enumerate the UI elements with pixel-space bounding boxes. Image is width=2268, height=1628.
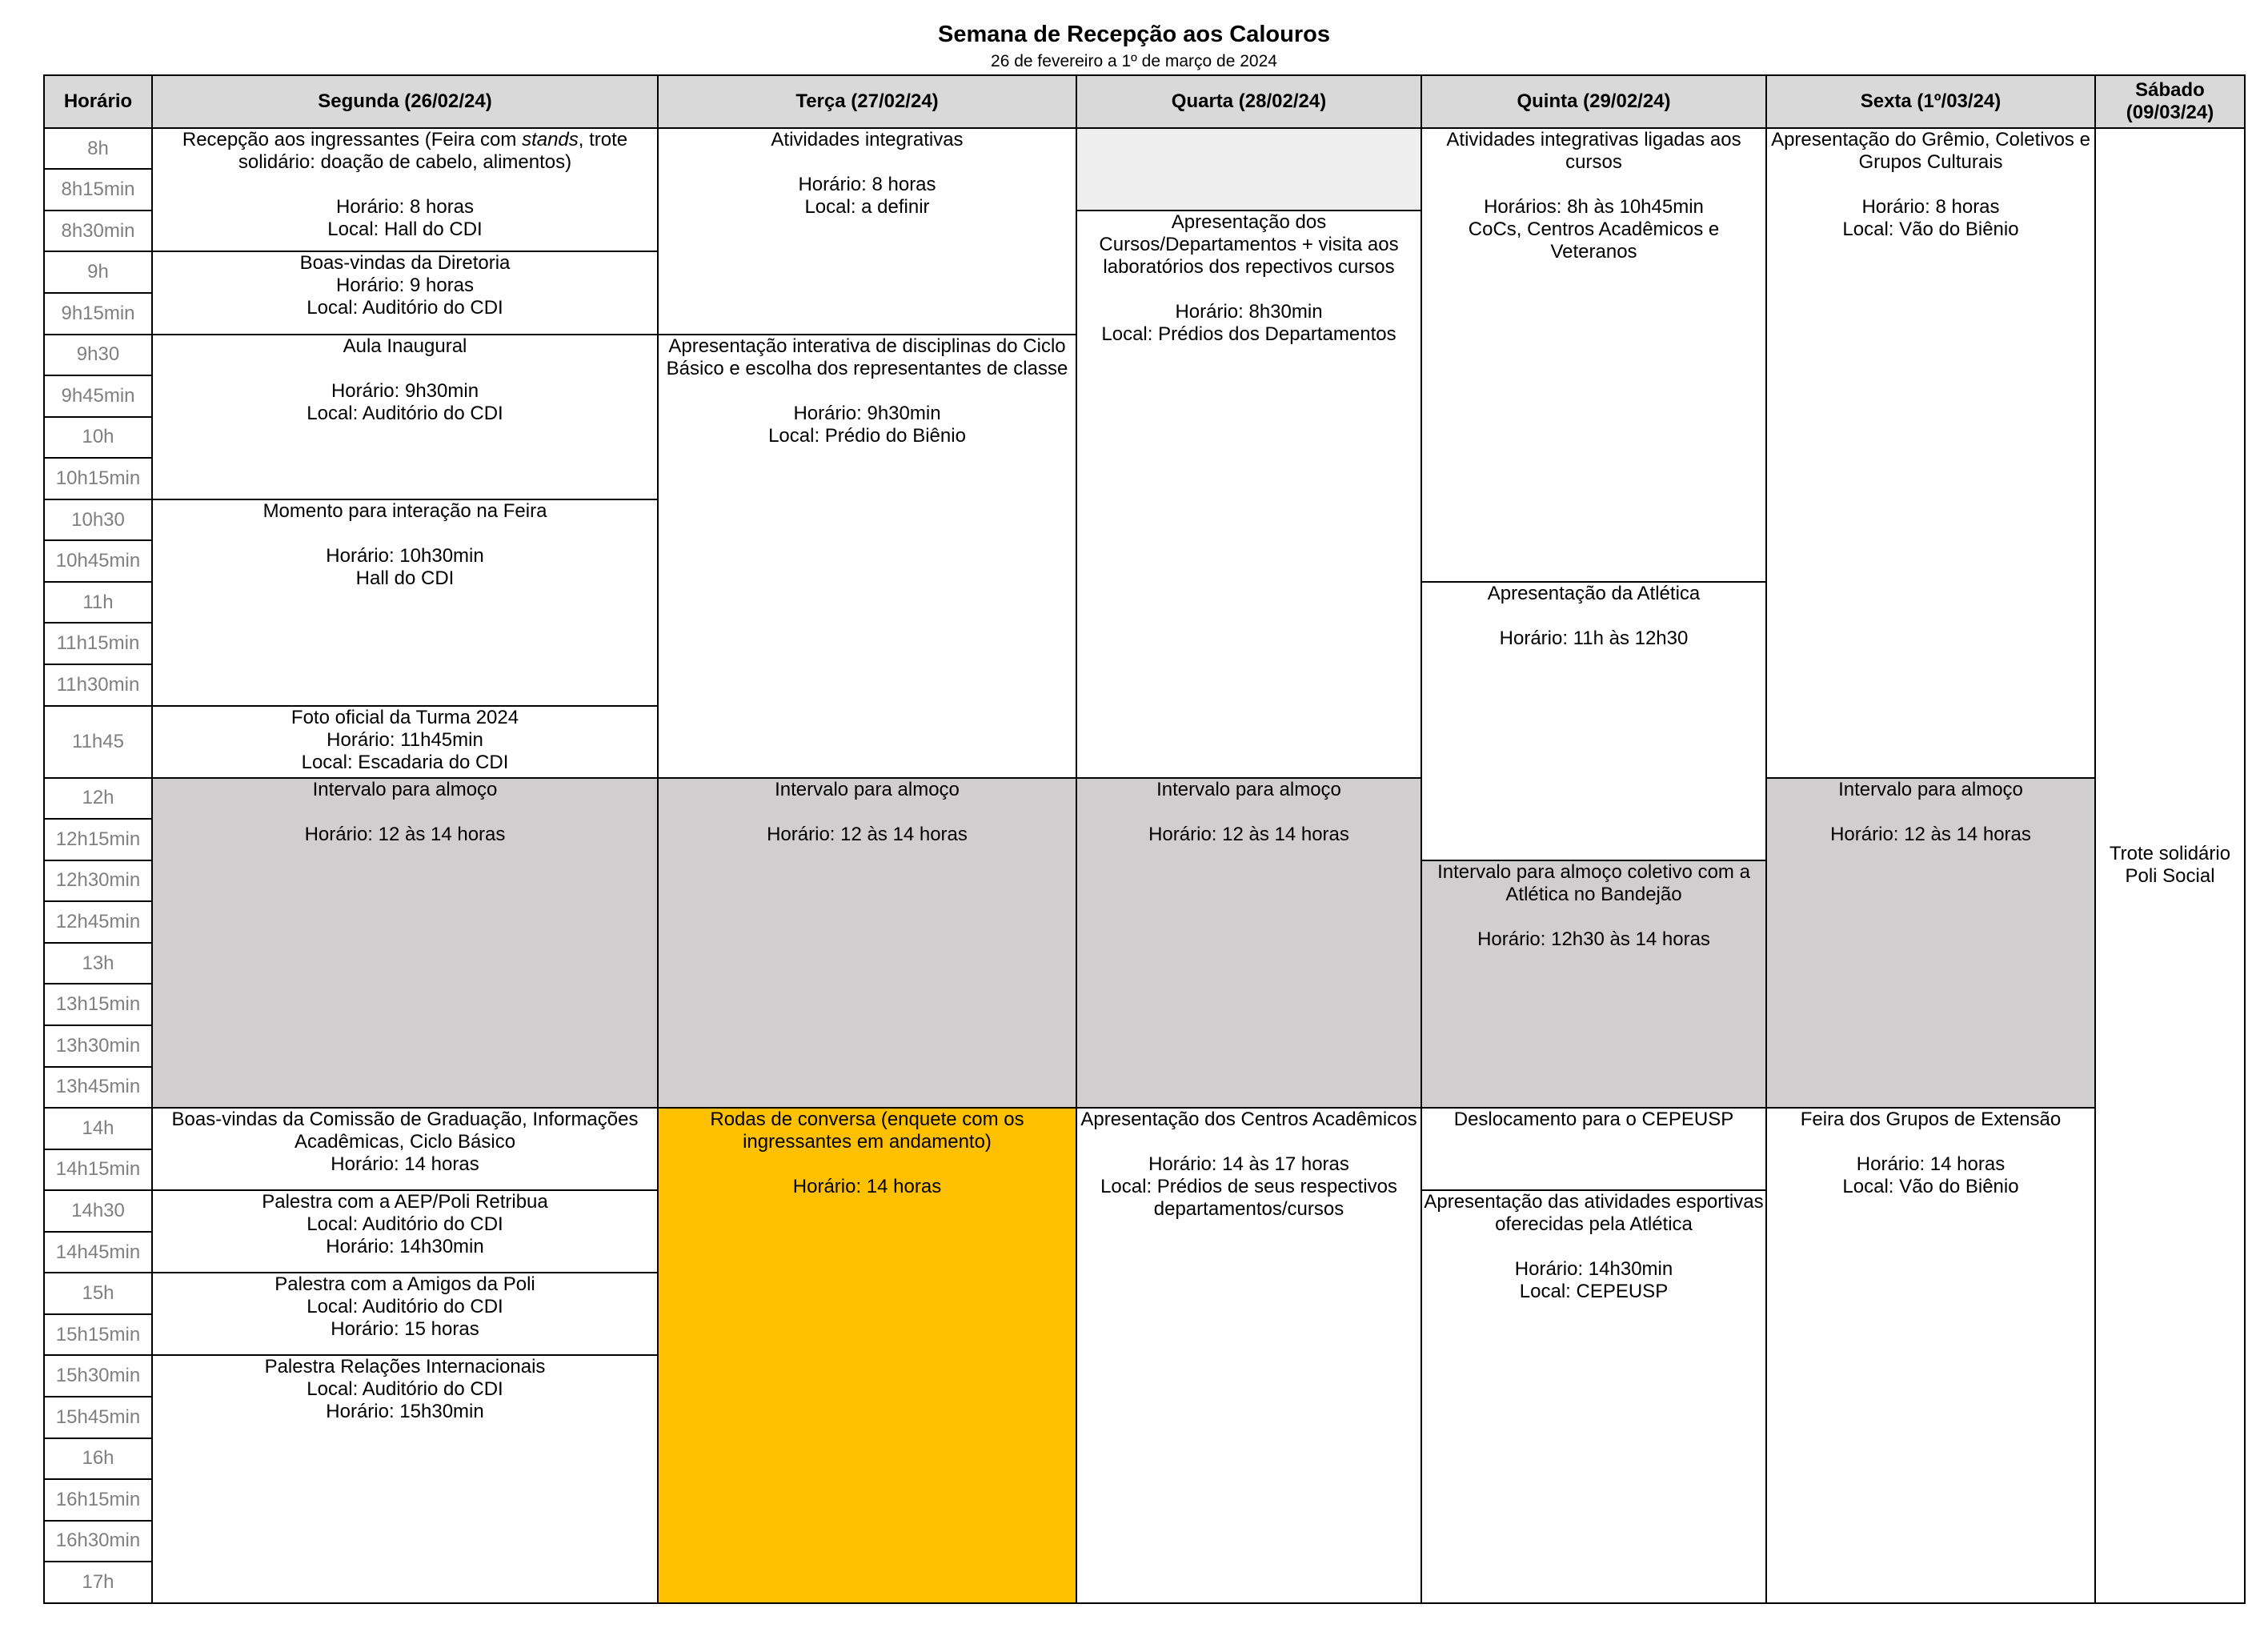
time-slot: 11h15min [44, 623, 152, 664]
event-location: Local: Auditório do CDI [307, 402, 503, 424]
event-title: Apresentação interativa de disciplinas do Ciclo Básico e escolha dos representantes de classe [666, 335, 1068, 379]
event-location: Local: Vão do Biênio [1842, 1176, 2019, 1198]
time-slot: 17h [44, 1562, 152, 1603]
time-slot: 13h30min [44, 1025, 152, 1067]
time-slot: 9h [44, 251, 152, 293]
event-title: Palestra Relações Internacionais [264, 1356, 546, 1378]
time-slot: 12h45min [44, 901, 152, 943]
event-title: Intervalo para almoço [1156, 778, 1341, 800]
event-title: Palestra com a Amigos da Poli [274, 1273, 535, 1296]
event-time: Horário: 9h30min [793, 402, 941, 424]
event-time: Horário: 14 horas [331, 1153, 479, 1176]
event-time: Horário: 8 horas [1861, 195, 2000, 218]
time-slot: 11h [44, 582, 152, 624]
event-mon-aula-inaugural [152, 335, 658, 499]
event-time: Horário: 15 horas [331, 1318, 479, 1341]
event-title: Apresentação dos Centros Acadêmicos [1080, 1109, 1417, 1131]
header-saturday: Sábado (09/03/24) [2095, 75, 2245, 128]
page-subtitle: 26 de fevereiro a 1º de março de 2024 [991, 52, 1277, 70]
event-location: Local: Prédio do Biênio [768, 424, 966, 447]
event-mon-foto [152, 706, 658, 778]
event-title: Deslocamento para o CEPEUSP [1453, 1109, 1734, 1131]
time-slot: 14h [44, 1108, 152, 1149]
event-note: CoCs, Centros Acadêmicos e Veteranos [1468, 218, 1720, 263]
time-slot: 12h30min [44, 860, 152, 902]
time-slot: 15h45min [44, 1397, 152, 1438]
time-slot: 12h15min [44, 819, 152, 860]
time-slot: 14h30 [44, 1190, 152, 1232]
event-title: Apresentação da Atlética [1487, 582, 1701, 604]
event-time: Horário: 12 às 14 horas [1148, 823, 1349, 845]
header-wednesday: Quarta (28/02/24) [1076, 75, 1421, 128]
event-title: Foto oficial da Turma 2024 [291, 706, 519, 728]
time-slot: 13h45min [44, 1067, 152, 1109]
event-location: Local: Vão do Biênio [1842, 218, 2019, 240]
event-title: Momento para interação na Feira [262, 499, 547, 522]
time-slot: 10h45min [44, 540, 152, 582]
event-time: Horário: 9h30min [331, 379, 479, 402]
event-title: Intervalo para almoço [1838, 778, 2023, 800]
event-thu-atletica [1421, 582, 1766, 860]
time-slot: 12h [44, 778, 152, 820]
event-time: Horário: 14 horas [792, 1176, 942, 1198]
event-location: Local: Auditório do CDI [307, 1213, 503, 1236]
empty-cell [1076, 128, 1421, 211]
event-title: Boas-vindas da Diretoria [299, 252, 511, 275]
event-title: Apresentação dos Cursos/Departamentos + visita aos laboratórios dos repectivos cursos [1099, 211, 1399, 278]
event-mon-diretoria [152, 251, 658, 334]
header-tuesday: Terça (27/02/24) [658, 75, 1076, 128]
event-location: Local: Auditório do CDI [307, 1378, 503, 1401]
time-slot: 10h15min [44, 458, 152, 499]
page-title: Semana de Recepção aos Calouros [938, 22, 1330, 47]
event-title: Apresentação das atividades esportivas oferecidas pela Atlética [1424, 1191, 1764, 1236]
event-location: Local: Auditório do CDI [307, 1296, 503, 1318]
header-time: Horário [44, 75, 152, 128]
event-tue-rodas [658, 1108, 1076, 1603]
event-mon-amigos [152, 1273, 658, 1355]
event-time: Horário: 14h30min [1514, 1258, 1673, 1281]
time-slot: 8h [44, 128, 152, 170]
event-location: Local: Escadaria do CDI [301, 751, 509, 773]
event-wed-centros [1076, 1108, 1421, 1603]
time-slot: 16h [44, 1438, 152, 1480]
time-slot: 11h45 [44, 706, 152, 778]
event-location: Local: CEPEUSP [1519, 1281, 1669, 1303]
event-tue-lunch [658, 778, 1076, 1109]
time-slot: 13h [44, 943, 152, 984]
event-time: Horário: 12 às 14 horas [1830, 823, 2031, 845]
time-slot: 14h45min [44, 1232, 152, 1273]
event-time: Horário: 8 horas [798, 173, 936, 195]
event-title: Boas-vindas da Comissão de Graduação, Informações Acadêmicas, Ciclo Básico [171, 1109, 639, 1153]
time-slot: 15h [44, 1273, 152, 1314]
event-time: Horário: 9 horas [335, 275, 475, 297]
event-time: Horário: 12h30 às 14 horas [1477, 928, 1710, 950]
event-fri-gremio [1766, 128, 2095, 778]
event-title: Aula Inaugural [343, 335, 467, 357]
time-slot: 15h30min [44, 1355, 152, 1397]
event-title: Atividades integrativas [771, 128, 964, 150]
event-location: Hall do CDI [355, 567, 455, 589]
event-time: Horários: 8h às 10h45min [1484, 195, 1704, 218]
event-subtitle: Poli Social [2125, 865, 2215, 888]
time-slot: 9h15min [44, 293, 152, 335]
header-monday: Segunda (26/02/24) [152, 75, 658, 128]
time-slot: 8h15min [44, 169, 152, 211]
time-slot: 16h30min [44, 1521, 152, 1562]
time-slot: 14h15min [44, 1149, 152, 1191]
event-location: Local: a definir [804, 195, 930, 218]
event-mon-recepcao [152, 128, 658, 252]
event-thu-atividades [1421, 128, 1766, 582]
event-title: Feira dos Grupos de Extensão [1800, 1109, 2062, 1131]
event-time: Horário: 11h às 12h30 [1499, 627, 1689, 649]
time-slot: 8h30min [44, 211, 152, 252]
event-title: Rodas de conversa (enquete com os ingressantes em andamento) [710, 1109, 1024, 1153]
event-title: Intervalo para almoço [312, 778, 498, 800]
event-time: Horário: 14 às 17 horas [1148, 1153, 1349, 1176]
event-location: Local: Prédios dos Departamentos [1101, 323, 1396, 345]
time-slot: 15h15min [44, 1314, 152, 1356]
event-time: Horário: 14h30min [326, 1236, 484, 1258]
time-slot: 10h30 [44, 499, 152, 541]
event-mon-internacionais [152, 1355, 658, 1603]
event-time: Horário: 10h30min [326, 544, 484, 567]
event-title: Atividades integrativas ligadas aos cursos [1446, 128, 1741, 173]
event-mon-comissao [152, 1108, 658, 1190]
event-sat-trote [2095, 128, 2245, 1603]
event-mon-lunch [152, 778, 658, 1109]
header-friday: Sexta (1º/03/24) [1766, 75, 2095, 128]
event-wed-cursos [1076, 211, 1421, 778]
event-title: Apresentação do Grêmio, Coletivos e Grupos Culturais [1771, 128, 2090, 173]
time-slot: 13h15min [44, 984, 152, 1025]
event-title: Trote solidário [2109, 843, 2231, 865]
time-slot: 10h [44, 417, 152, 459]
event-thu-esportes [1421, 1190, 1766, 1603]
event-thu-deslocamento [1421, 1108, 1766, 1190]
event-fri-extensao [1766, 1108, 2095, 1603]
time-slot: 16h15min [44, 1479, 152, 1521]
time-slot: 9h45min [44, 375, 152, 417]
event-time: Horário: 14 horas [1856, 1153, 2006, 1176]
time-slot: 11h30min [44, 664, 152, 706]
event-location: Local: Hall do CDI [327, 218, 483, 240]
event-title: Intervalo para almoço coletivo com a Atlética no Bandejão [1437, 860, 1750, 905]
event-location: Local: Auditório do CDI [307, 297, 503, 319]
event-time: Horário: 12 às 14 horas [304, 823, 506, 845]
event-location: Local: Prédios de seus respectivos departamentos/cursos [1100, 1176, 1397, 1221]
event-time: Horário: 12 às 14 horas [767, 823, 968, 845]
event-time: Horário: 8h30min [1175, 300, 1323, 323]
event-tue-atividades [658, 128, 1076, 335]
event-time: Horário: 8 horas [335, 195, 475, 218]
event-fri-lunch [1766, 778, 2095, 1109]
event-title: Recepção aos ingressantes (Feira com stands, trote solidário: doação de cabelo, alimentos) [182, 128, 628, 173]
event-thu-lunch [1421, 860, 1766, 1108]
event-time: Horário: 15h30min [326, 1401, 484, 1423]
event-time: Horário: 11h45min [327, 728, 483, 751]
header-thursday: Quinta (29/02/24) [1421, 75, 1766, 128]
event-title: Intervalo para almoço [775, 778, 960, 800]
schedule-table [43, 74, 2246, 1604]
time-slot: 9h30 [44, 335, 152, 376]
event-wed-lunch [1076, 778, 1421, 1109]
event-mon-interacao [152, 499, 658, 706]
event-tue-disciplinas [658, 335, 1076, 778]
event-mon-aep [152, 1190, 658, 1273]
event-title: Palestra com a AEP/Poli Retribua [262, 1191, 548, 1213]
